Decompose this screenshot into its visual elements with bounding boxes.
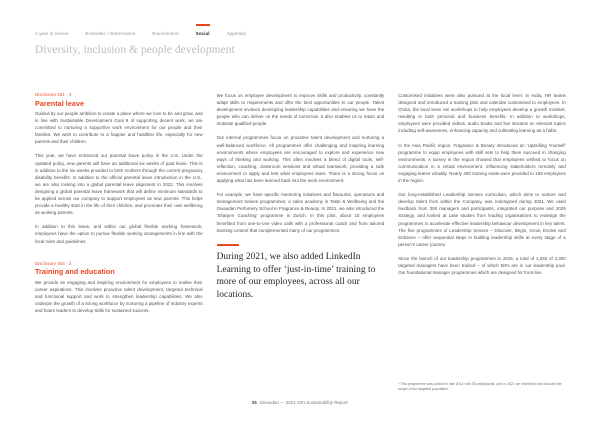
page-title: Diversity, inclusion & people development <box>35 44 235 56</box>
disclosure-label-404-2: Disclosure 404 - 2 <box>35 260 72 266</box>
nav-item-label: Social <box>195 31 210 36</box>
column-two <box>217 92 385 392</box>
nav-item-appendix[interactable] <box>227 30 247 38</box>
paragraph: Our internal programmes focus on proactive talent development and nurturing a well-balanced workforce. All programmes offer challenging and inspiring learning environments where employees are encouraged to explore and experience new ways of thinking and working. This often involves a blend of digital tools, self-reflection, coaching, classroom sessions and virtual teamwork, providing a safe environment to apply and test what employees learn. There is a strong focus on applying what has been learned back into the work environment. <box>216 135 385 184</box>
paragraph: This year, we have enhanced our parental leave policy in the U.S. Under the updated policy, new parents will have an additional six weeks of paid leave. This is in addition to the six weeks provided to birth mothers through the current pregnancy disability benefits. In addition to the official parental leave introduction in the U.S., we are also looking into a global parental leave alignment in 2022. This involves designing a global parental leave framework that will define minimum standards to be applied across our company to support employees as new parents. This helps provide a healthy start in the life of their children, and promotes their own wellbeing as working parents. <box>35 153 203 216</box>
nav-item-environment[interactable] <box>152 30 178 38</box>
top-navigation <box>35 18 565 38</box>
section-title-parental-leave: Parental leave <box>35 98 85 108</box>
page-footer <box>0 400 600 405</box>
column-one <box>35 92 203 392</box>
disclosure-label-401-3: Disclosure 401 - 3 <box>35 92 72 97</box>
callout-accent-rule <box>217 244 239 247</box>
callout-text: During 2021, we also added LinkedIn Learning to offer ‘just-in-time’ training to more of our employees, across all our locations. <box>216 252 376 301</box>
paragraph: Guided by our people ambition to create a place where we love to be and grow, and in line with Sustainable Development Goal 8 of supporting decent work, we are committed to nurturing a supportive work environment for our people and their families. We wish to contribute to a happier and healthier life, especially for new parents and their children. <box>35 111 203 145</box>
paragraph: We focus on employee development to improve skills and productivity, constantly adapt skills to requirements and offer the best opportunities to our people. Talent development involves developing leadership capabilities and ensuring we have the people who can deliver on the needs of tomorrow. It also enables us to retain and motivate qualified people. <box>216 93 385 127</box>
active-tab-marker <box>196 24 210 26</box>
nav-item-label: Environment <box>152 31 179 36</box>
paragraph: We provide an engaging and inspiring environment for employees to realise their career aspirations. This involves proactive talent development, targeted technical and functional support and work to strengthen leadership capabilities. We also underpin the growth of a strong workforce by nurturing a pipeline of industry experts and future leaders to develop skills for sustained success. <box>35 279 203 313</box>
paragraph: For example, we have specific mentoring initiatives and flavourist, operations and management trainee programmes; a sales academy in Taste & Wellbeing and the Givaudan Perfumery School in Fragrance & Beauty. In 2021, we also introduced the 'Sharpen Coaching' programme in Zurich. In this pilot, about 10 employees benefited from one-to-one video calls with a professional coach and from tailored learning content that complemented many of our programmes. <box>216 192 385 233</box>
paragraph: In the Asia Pacific region, Fragrance & Beauty introduced an ‘Upskilling Yourself’ programme to equip employees with skill sets to help them succeed in changing environments. A survey in the region showed that employees wished to focus on communication in a virtual environment, influencing stakeholders remotely and engaging teams virtually. Nearly 400 training seats were provided to 168 employees in the region. <box>398 142 566 184</box>
nav-item-label: Economic / Governance <box>85 31 136 36</box>
paragraph: In addition to this leave, and within our global flexible working framework, employees have the option to pursue flexible working arrangements in line with the local rules and guidelines. <box>35 224 203 244</box>
section-spacer <box>35 252 203 261</box>
column-three <box>398 92 566 392</box>
paragraph: Customised initiatives were also pursued at the local level. In India, HR teams designed and introduced a training plan and calendar customised to employees. In China, the local team ran workshops to help employees develop a growth mindset, resulting in both personal and business benefits. In addition to workshops, employees were provided videos, audio books and live streams on relevant topics including self-awareness, enhancing capacity and cultivating learning as a habit. <box>398 93 566 134</box>
nav-item-social[interactable] <box>196 30 210 38</box>
section-title-training-and-education: Training and education <box>35 267 115 277</box>
paragraph: Since the launch of our leadership programmes in 2015, a total of 1,292 of 2,300 targeted managers have been trained – of which 50% are in our leadership pool. Our foundational manager programmes which are designed for front-line <box>398 255 566 276</box>
footer-page-number: 91 <box>252 400 258 405</box>
nav-item-label: Appendix <box>226 31 247 36</box>
paragraph: Our long-established Leadership Senses curriculum, which aims to nurture and develop talent from within the Company, was redesigned during 2021. We used feedback from 300 managers and participants, integrated our purpose and 2025 strategy, and looked at case studies from leading organisations to redesign the programmes to accelerate effective leadership behaviour development in key talent. The five programmes of Leadership Senses – Discover, Begin, Grow, Evolve and Enhance – offer sequential steps in building leadership skills at every stage of a person's career journey. <box>398 192 566 247</box>
nav-item-economic-governance[interactable] <box>85 30 135 38</box>
nav-item-a-year-in-review[interactable] <box>35 30 68 38</box>
footnote: * This programme was piloted in late 2014 with 35 participants, and in 2021 we redefined and focused the scope of the targeted population. <box>398 381 562 391</box>
nav-item-label: A year in review <box>35 31 69 36</box>
footer-text: Givaudan — 2021 GRI Sustainability Report <box>259 400 348 405</box>
pull-quote-callout <box>217 244 385 302</box>
content-columns <box>35 92 566 392</box>
